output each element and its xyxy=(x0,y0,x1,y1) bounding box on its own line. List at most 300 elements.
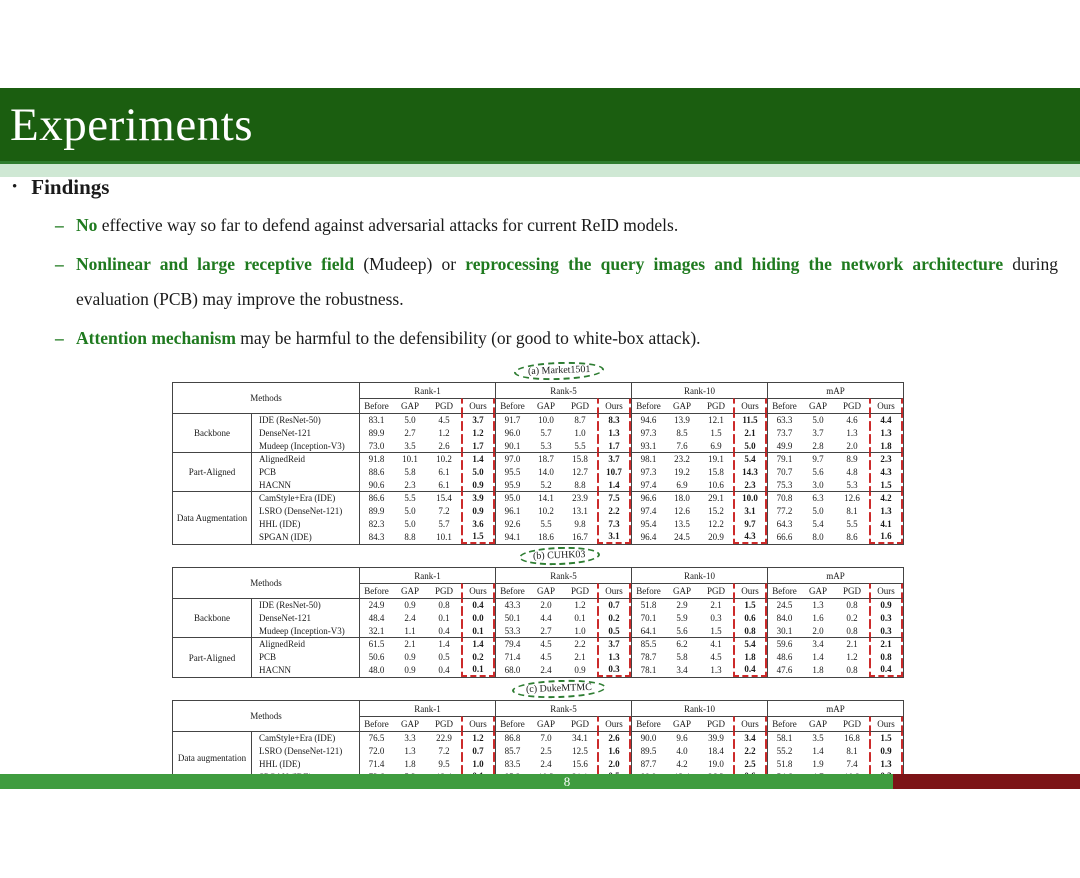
findings-bullets xyxy=(55,208,1058,360)
metric-value: 3.4 xyxy=(733,731,767,744)
sub-column-header: GAP xyxy=(665,398,699,413)
sub-column-header: Before xyxy=(631,583,665,598)
metric-value: 5.3 xyxy=(540,440,552,451)
sub-column-header: GAP xyxy=(801,398,835,413)
metric-value: 9.8 xyxy=(574,518,586,529)
metric-value: 1.3 xyxy=(710,665,722,675)
table-row xyxy=(173,637,903,650)
metric-value: 10.2 xyxy=(538,505,554,516)
method-name: Mudeep (Inception-V3) xyxy=(251,624,359,637)
metric-value: 84.3 xyxy=(359,530,393,544)
metric-value: 1.5 xyxy=(869,478,903,491)
findings-heading: Findings xyxy=(31,175,110,199)
metric-value: 9.7 xyxy=(733,517,767,530)
metric-value: 5.8 xyxy=(404,466,416,477)
metric-value: 2.3 xyxy=(404,479,416,490)
metric-value: 0.9 xyxy=(869,744,903,757)
sub-column-header: Ours xyxy=(869,716,903,731)
metric-value: 2.2 xyxy=(733,744,767,757)
metric-value: 20.9 xyxy=(708,532,724,542)
method-name: IDE (ResNet-50) xyxy=(251,598,359,611)
metric-value: 2.4 xyxy=(540,665,552,675)
sub-column-header: Before xyxy=(767,398,801,413)
metric-value: 0.8 xyxy=(835,598,869,611)
metric-value: 78.1 xyxy=(631,663,665,677)
metric-value: 0.1 xyxy=(461,663,495,677)
metric-value: 2.2 xyxy=(597,504,631,517)
metric-value: 7.2 xyxy=(438,745,450,756)
plain-text: during evaluation (PCB) may improve the robustness. xyxy=(76,254,1058,309)
metric-value: 2.8 xyxy=(812,440,824,451)
metric-value: 1.2 xyxy=(438,427,450,438)
metric-value: 1.5 xyxy=(733,598,767,611)
page-title: Experiments xyxy=(10,99,254,151)
table-row xyxy=(173,624,903,637)
metric-value: 0.9 xyxy=(574,665,586,675)
metric-value: 96.1 xyxy=(495,504,529,517)
metric-value: 0.9 xyxy=(869,598,903,611)
findings-heading-row xyxy=(12,175,1012,200)
metric-value: 89.9 xyxy=(359,504,393,517)
sub-column-header: GAP xyxy=(393,583,427,598)
metric-value: 0.7 xyxy=(461,744,495,757)
metric-value: 71.4 xyxy=(495,650,529,663)
metric-value: 0.2 xyxy=(597,611,631,624)
emphasized-text: reprocessing the query images and hiding the network architecture xyxy=(465,254,1004,274)
sub-column-header: GAP xyxy=(529,398,563,413)
metric-value: 3.7 xyxy=(597,637,631,650)
metric-value: 91.7 xyxy=(495,413,529,426)
metric-value: 82.3 xyxy=(359,517,393,530)
metric-value: 7.3 xyxy=(597,517,631,530)
metric-value: 7.6 xyxy=(676,440,688,451)
metric-value: 1.8 xyxy=(812,665,824,675)
table-row xyxy=(173,757,903,770)
metric-value: 70.1 xyxy=(631,611,665,624)
metric-value: 1.3 xyxy=(597,650,631,663)
metric-value: 15.6 xyxy=(572,758,588,769)
metric-value: 89.5 xyxy=(631,744,665,757)
metric-value: 4.4 xyxy=(540,612,552,623)
metric-value: 23.9 xyxy=(563,491,597,504)
metric-value: 2.4 xyxy=(540,758,552,769)
finding-bullet xyxy=(55,247,1058,317)
metric-value: 1.5 xyxy=(461,530,495,544)
metric-value: 2.7 xyxy=(540,625,552,636)
methods-header: Methods xyxy=(250,711,282,721)
metric-value: 14.1 xyxy=(529,491,563,504)
metric-value: 10.0 xyxy=(733,491,767,504)
metric-value: 97.4 xyxy=(631,478,665,491)
metric-value: 91.8 xyxy=(359,452,393,465)
metric-value: 0.5 xyxy=(438,651,450,662)
sub-column-header: GAP xyxy=(801,716,835,731)
finding-text xyxy=(76,321,1058,356)
metric-group-header: Rank-10 xyxy=(631,701,767,716)
sub-column-header: Before xyxy=(495,716,529,731)
metric-value: 1.4 xyxy=(812,745,824,756)
metric-value: 97.3 xyxy=(631,465,665,478)
finding-bullet xyxy=(55,208,1058,243)
sub-column-header: Before xyxy=(767,716,801,731)
metric-value: 5.6 xyxy=(676,625,688,636)
metric-value: 1.6 xyxy=(597,744,631,757)
metric-value: 1.5 xyxy=(869,731,903,744)
metric-value: 95.9 xyxy=(495,478,529,491)
metric-value: 64.1 xyxy=(631,624,665,637)
metric-value: 6.2 xyxy=(665,637,699,650)
metric-value: 0.0 xyxy=(461,611,495,624)
metric-value: 7.5 xyxy=(597,491,631,504)
metric-value: 1.8 xyxy=(869,439,903,452)
metric-value: 1.0 xyxy=(574,625,586,636)
metric-value: 70.7 xyxy=(767,465,801,478)
sub-column-header: Before xyxy=(767,583,801,598)
metric-value: 12.6 xyxy=(674,505,690,516)
metric-value: 4.2 xyxy=(676,758,688,769)
metric-value: 19.0 xyxy=(708,758,724,769)
metric-value: 32.1 xyxy=(359,624,393,637)
metric-value: 1.2 xyxy=(563,598,597,611)
metric-value: 89.9 xyxy=(359,426,393,439)
metric-value: 9.5 xyxy=(438,758,450,769)
metric-value: 2.1 xyxy=(733,426,767,439)
metric-value: 1.2 xyxy=(461,426,495,439)
results-table xyxy=(172,382,904,545)
metric-value: 0.3 xyxy=(710,612,722,623)
metric-value: 51.8 xyxy=(631,598,665,611)
metric-value: 12.1 xyxy=(699,413,733,426)
metric-value: 0.9 xyxy=(404,665,416,675)
sub-column-header: PGD xyxy=(427,716,461,731)
metric-value: 1.9 xyxy=(812,758,824,769)
metric-value: 8.6 xyxy=(846,532,858,542)
method-name: HACNN xyxy=(251,663,359,677)
metric-value: 2.0 xyxy=(846,440,858,451)
method-name: AlignedReid xyxy=(251,637,359,650)
emphasized-text: Attention mechanism xyxy=(76,328,236,348)
metric-value: 15.4 xyxy=(427,491,461,504)
metric-value: 10.1 xyxy=(393,452,427,465)
metric-value: 2.5 xyxy=(540,745,552,756)
metric-value: 1.7 xyxy=(597,439,631,452)
metric-value: 0.9 xyxy=(393,598,427,611)
metric-value: 10.2 xyxy=(427,452,461,465)
sub-column-header: Ours xyxy=(733,583,767,598)
emphasized-text: Nonlinear and large receptive field xyxy=(76,254,355,274)
metric-value: 8.0 xyxy=(812,532,824,542)
metric-value: 5.0 xyxy=(404,518,416,529)
metric-value: 1.3 xyxy=(869,426,903,439)
metric-value: 5.3 xyxy=(846,479,858,490)
metric-value: 6.9 xyxy=(710,440,722,451)
metric-value: 0.4 xyxy=(438,625,450,636)
emphasized-text: No xyxy=(76,215,98,235)
metric-value: 1.3 xyxy=(846,427,858,438)
metric-value: 51.8 xyxy=(767,757,801,770)
metric-value: 64.3 xyxy=(767,517,801,530)
sub-column-header: Ours xyxy=(869,583,903,598)
metric-value: 3.7 xyxy=(597,452,631,465)
metric-value: 1.5 xyxy=(710,625,722,636)
metric-value: 2.1 xyxy=(574,651,586,662)
method-group-label: Part-Aligned xyxy=(173,637,251,677)
metric-value: 1.8 xyxy=(733,650,767,663)
metric-value: 4.8 xyxy=(846,466,858,477)
metric-value: 2.1 xyxy=(835,637,869,650)
metric-value: 15.8 xyxy=(563,452,597,465)
metric-value: 8.3 xyxy=(597,413,631,426)
metric-value: 0.2 xyxy=(461,650,495,663)
metric-value: 2.1 xyxy=(699,598,733,611)
results-table xyxy=(172,567,904,678)
metric-value: 24.5 xyxy=(767,598,801,611)
metric-value: 4.5 xyxy=(427,413,461,426)
metric-value: 5.0 xyxy=(801,413,835,426)
metric-value: 2.0 xyxy=(597,757,631,770)
metric-value: 7.0 xyxy=(529,731,563,744)
metric-value: 1.0 xyxy=(574,427,586,438)
metric-value: 47.6 xyxy=(767,663,801,677)
metric-value: 2.9 xyxy=(665,598,699,611)
metric-value: 61.5 xyxy=(359,637,393,650)
metric-value: 5.0 xyxy=(404,505,416,516)
metric-value: 84.0 xyxy=(767,611,801,624)
metric-value: 4.3 xyxy=(733,530,767,544)
metric-value: 6.3 xyxy=(801,491,835,504)
metric-value: 93.1 xyxy=(631,439,665,452)
sub-column-header: GAP xyxy=(393,716,427,731)
sub-column-header: GAP xyxy=(393,398,427,413)
metric-value: 71.4 xyxy=(359,757,393,770)
sub-column-header: Before xyxy=(495,398,529,413)
footer-bar-green xyxy=(0,774,893,789)
metric-value: 6.1 xyxy=(438,479,450,490)
sub-column-header: GAP xyxy=(529,716,563,731)
metric-value: 48.4 xyxy=(359,611,393,624)
metric-value: 0.8 xyxy=(846,665,858,675)
metric-value: 12.6 xyxy=(835,491,869,504)
metric-value: 0.7 xyxy=(597,598,631,611)
metric-value: 4.2 xyxy=(869,491,903,504)
metric-value: 1.3 xyxy=(801,598,835,611)
metric-value: 5.5 xyxy=(574,440,586,451)
metric-value: 24.9 xyxy=(359,598,393,611)
metric-value: 1.4 xyxy=(461,637,495,650)
metric-value: 2.6 xyxy=(438,440,450,451)
metric-value: 16.7 xyxy=(572,532,588,542)
metric-value: 94.1 xyxy=(495,530,529,544)
metric-value: 90.6 xyxy=(359,478,393,491)
metric-value: 5.0 xyxy=(812,505,824,516)
method-name: Mudeep (Inception-V3) xyxy=(251,439,359,452)
metric-value: 43.3 xyxy=(495,598,529,611)
metric-value: 2.0 xyxy=(529,598,563,611)
method-group-label: Backbone xyxy=(173,598,251,637)
metric-value: 98.1 xyxy=(631,452,665,465)
metric-value: 95.5 xyxy=(495,465,529,478)
dash-marker: – xyxy=(55,328,64,348)
metric-value: 1.0 xyxy=(461,757,495,770)
metric-value: 4.5 xyxy=(529,637,563,650)
metric-group-header: mAP xyxy=(767,568,903,583)
metric-value: 3.0 xyxy=(812,479,824,490)
sub-column-header: Ours xyxy=(461,716,495,731)
method-group-label: Data augmentation xyxy=(173,731,251,784)
metric-value: 79.1 xyxy=(767,452,801,465)
metric-value: 73.0 xyxy=(359,439,393,452)
metric-value: 97.3 xyxy=(631,426,665,439)
plain-text: may be harmful to the defensibility (or good to white-box attack). xyxy=(235,328,701,348)
metric-value: 1.4 xyxy=(812,651,824,662)
metric-value: 5.4 xyxy=(812,518,824,529)
metric-value: 3.3 xyxy=(393,731,427,744)
metric-value: 96.4 xyxy=(631,530,665,544)
metric-value: 63.3 xyxy=(767,413,801,426)
metric-value: 78.7 xyxy=(631,650,665,663)
metric-value: 90.0 xyxy=(631,731,665,744)
metric-value: 1.8 xyxy=(404,758,416,769)
metric-value: 1.4 xyxy=(461,452,495,465)
metric-value: 4.6 xyxy=(835,413,869,426)
metric-value: 5.9 xyxy=(676,612,688,623)
sub-column-header: Ours xyxy=(461,398,495,413)
sub-column-header: PGD xyxy=(427,398,461,413)
metric-value: 3.4 xyxy=(676,665,688,675)
sub-column-header: GAP xyxy=(529,583,563,598)
metric-value: 30.1 xyxy=(767,624,801,637)
metric-value: 10.0 xyxy=(529,413,563,426)
method-name: AlignedReid xyxy=(251,452,359,465)
metric-value: 79.4 xyxy=(495,637,529,650)
method-name: SPGAN (IDE) xyxy=(251,530,359,544)
method-name: DenseNet-121 xyxy=(251,426,359,439)
metric-value: 29.1 xyxy=(699,491,733,504)
sub-column-header: Before xyxy=(359,398,393,413)
sub-column-header: Ours xyxy=(869,398,903,413)
metric-value: 0.8 xyxy=(427,598,461,611)
metric-value: 16.8 xyxy=(835,731,869,744)
metric-group-header: mAP xyxy=(767,701,903,716)
metric-value: 75.3 xyxy=(767,478,801,491)
metric-value: 4.1 xyxy=(869,517,903,530)
table-row xyxy=(173,465,903,478)
metric-value: 0.8 xyxy=(733,624,767,637)
dash-marker: – xyxy=(55,254,64,274)
metric-value: 1.4 xyxy=(597,478,631,491)
results-table xyxy=(172,700,904,785)
method-name: LSRO (DenseNet-121) xyxy=(251,504,359,517)
metric-value: 0.9 xyxy=(404,651,416,662)
metric-value: 19.1 xyxy=(699,452,733,465)
metric-value: 1.4 xyxy=(427,637,461,650)
metric-value: 96.0 xyxy=(495,426,529,439)
method-group-label: Backbone xyxy=(173,413,251,452)
metric-value: 0.1 xyxy=(438,612,450,623)
metric-value: 14.3 xyxy=(733,465,767,478)
sub-column-header: Before xyxy=(631,716,665,731)
metric-value: 5.5 xyxy=(846,518,858,529)
metric-value: 15.2 xyxy=(708,505,724,516)
sub-column-header: PGD xyxy=(699,398,733,413)
metric-value: 3.1 xyxy=(733,504,767,517)
sub-column-header: PGD xyxy=(563,716,597,731)
metric-value: 3.1 xyxy=(597,530,631,544)
finding-text xyxy=(76,247,1058,317)
sub-column-header: Ours xyxy=(597,716,631,731)
metric-value: 53.3 xyxy=(495,624,529,637)
metric-value: 55.2 xyxy=(767,744,801,757)
metric-group-header: Rank-10 xyxy=(631,568,767,583)
slide-title-bar xyxy=(0,88,1080,164)
sub-column-header: PGD xyxy=(835,398,869,413)
metric-value: 88.6 xyxy=(359,465,393,478)
metric-value: 1.7 xyxy=(461,439,495,452)
table-caption: (a) Market1501 xyxy=(513,360,604,381)
metric-value: 5.0 xyxy=(461,465,495,478)
metric-value: 0.1 xyxy=(574,612,586,623)
metric-value: 18.4 xyxy=(708,745,724,756)
metric-value: 5.6 xyxy=(812,466,824,477)
metric-group-header: mAP xyxy=(767,383,903,398)
sub-column-header: PGD xyxy=(563,398,597,413)
metric-value: 2.4 xyxy=(404,612,416,623)
metric-value: 5.8 xyxy=(676,651,688,662)
metric-value: 0.3 xyxy=(597,663,631,677)
metric-value: 5.5 xyxy=(393,491,427,504)
table-caption: (b) CUHK03 xyxy=(518,546,599,567)
metric-value: 23.2 xyxy=(665,452,699,465)
metric-value: 2.3 xyxy=(869,452,903,465)
metric-value: 1.6 xyxy=(812,612,824,623)
metric-value: 86.8 xyxy=(495,731,529,744)
metric-value: 2.1 xyxy=(869,637,903,650)
metric-value: 5.0 xyxy=(393,413,427,426)
metric-value: 2.7 xyxy=(404,427,416,438)
metric-group-header: Rank-10 xyxy=(631,383,767,398)
sub-column-header: Before xyxy=(359,716,393,731)
method-group-label: Part-Aligned xyxy=(173,452,251,491)
sub-column-header: Ours xyxy=(597,583,631,598)
metric-value: 4.4 xyxy=(869,413,903,426)
metric-value: 3.5 xyxy=(404,440,416,451)
table-row xyxy=(173,413,903,426)
metric-value: 49.9 xyxy=(767,439,801,452)
metric-value: 95.4 xyxy=(631,517,665,530)
metric-value: 97.0 xyxy=(495,452,529,465)
metric-value: 8.7 xyxy=(563,413,597,426)
metric-value: 18.7 xyxy=(529,452,563,465)
metric-value: 3.5 xyxy=(801,731,835,744)
method-name: LSRO (DenseNet-121) xyxy=(251,744,359,757)
metric-value: 1.5 xyxy=(710,427,722,438)
table-row xyxy=(173,439,903,452)
metric-value: 12.2 xyxy=(708,518,724,529)
sub-column-header: PGD xyxy=(563,583,597,598)
metric-value: 6.9 xyxy=(676,479,688,490)
metric-value: 3.7 xyxy=(812,427,824,438)
metric-value: 15.8 xyxy=(708,466,724,477)
metric-value: 1.3 xyxy=(869,757,903,770)
metric-value: 86.6 xyxy=(359,491,393,504)
metric-value: 0.2 xyxy=(846,612,858,623)
metric-value: 48.6 xyxy=(767,650,801,663)
tables-area xyxy=(172,360,906,785)
metric-value: 12.7 xyxy=(572,466,588,477)
metric-value: 94.6 xyxy=(631,413,665,426)
metric-value: 10.6 xyxy=(708,479,724,490)
metric-value: 0.3 xyxy=(869,624,903,637)
